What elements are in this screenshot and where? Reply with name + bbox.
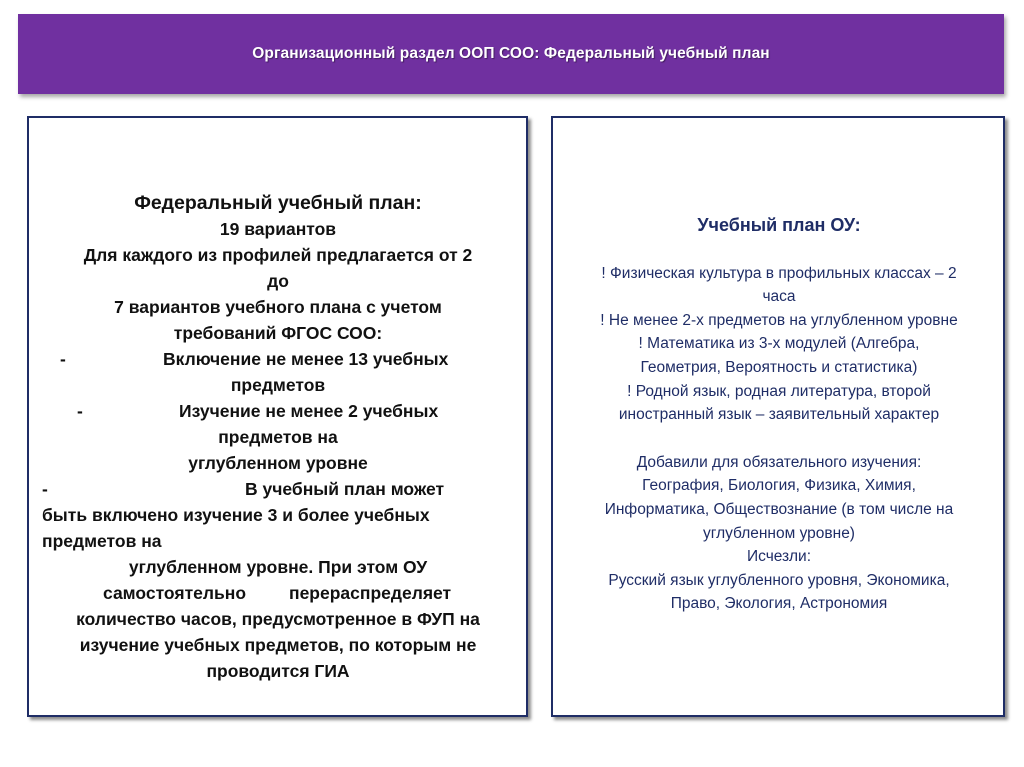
text-line: Исчезли: [746,548,811,566]
text-line: Геометрия, Вероятность и статистика) [640,358,918,376]
title-banner [18,14,1004,94]
bullet-dash: - [42,479,48,499]
text-line-part: перераспределяет [289,583,452,603]
bullet-dash: - [60,349,66,369]
text-line: быть включено изучение 3 и более учебных [42,505,430,525]
bullet-3 [39,476,517,502]
bullet-2 [39,398,517,424]
text-line: углубленном уровне [188,453,368,473]
text-line: предметов на [42,531,162,551]
federal-plan-content [39,190,517,684]
spacer [561,427,997,451]
slide-title: Организационный раздел ООП СОО: Федеральный учебный план [252,45,770,62]
text-line: предметов на [218,427,338,447]
text-line: ! Математика из 3-х модулей (Алгебра, [638,335,920,353]
text-line: иностранный язык – заявительный характер [618,406,940,424]
text-line: Право, Экология, Астрономия [670,595,888,613]
text-line: проводится ГИА [206,661,350,681]
text-line-part: самостоятельно [103,583,247,603]
text-line-split [39,580,517,606]
text-line: углубленном уровне. При этом ОУ [128,557,428,577]
school-plan-title: Учебный план ОУ: [697,215,861,235]
text-line: требований ФГОС СОО: [173,323,383,343]
text-line: ! Родной язык, родная литература, второй [627,382,931,400]
text-line: Информатика, Обществознание (в том числе на [604,500,954,518]
text-line: Русский язык углубленного уровня, Экономика, [608,571,950,589]
federal-plan-title: Федеральный учебный план: [134,192,422,214]
school-plan-panel [551,116,1005,717]
text-line: часа [762,288,796,306]
text-line: ! Физическая культура в профильных классах – 2 [601,264,957,282]
federal-plan-panel [27,116,528,717]
text-line: количество часов, предусмотренное в ФУП на [76,609,480,629]
bullet-1 [39,346,517,372]
text-line: Для каждого из профилей предлагается от 2 [83,245,473,265]
text-line: География, Биология, Физика, Химия, [642,477,916,495]
text-line: предметов [230,375,326,395]
text-line: до [267,271,289,291]
bullet-text: В учебный план может [245,479,445,499]
text-line: Добавили для обязательного изучения: [636,453,922,471]
text-line: изучение учебных предметов, по которым не [79,635,477,655]
bullet-text: Изучение не менее 2 учебных [179,401,439,421]
text-line: 19 вариантов [219,219,337,239]
school-plan-content [561,214,997,616]
bullet-dash: - [77,401,83,421]
text-line: 7 вариантов учебного плана с учетом [114,297,442,317]
bullet-text: Включение не менее 13 учебных [163,349,449,369]
text-line: ! Не менее 2-х предметов на углубленном уровне [600,311,958,329]
text-line: углубленном уровне) [703,524,855,542]
